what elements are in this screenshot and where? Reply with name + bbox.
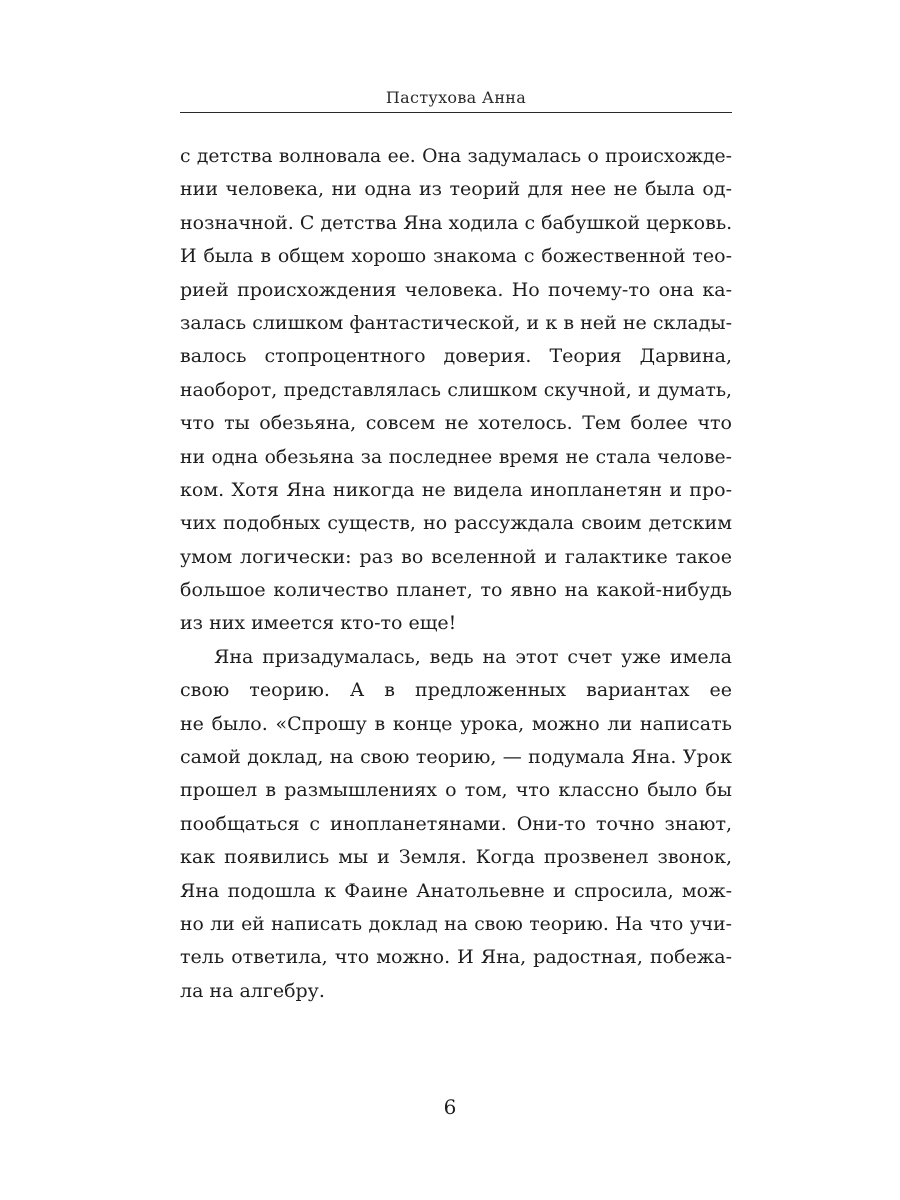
text-line: И была в общем хорошо знакома с божественной тео- <box>180 245 732 268</box>
text-line: наоборот, представлялась слишком скучной, и думать, <box>180 379 732 401</box>
text-line: умом логически: раз во вселенной и галактике такое <box>180 545 732 568</box>
text-line: тель ответила, что можно. И Яна, радостная, побежа- <box>180 946 732 969</box>
text-line: как появились мы и Земля. Когда прозвенел звонок, <box>180 846 732 869</box>
text-line: чих подобных существ, но рассуждала своим детским <box>180 512 732 535</box>
text-line: прошел в размышлениях о том, что классно было бы <box>180 779 732 802</box>
text-line: ком. Хотя Яна никогда не видела инопланетян и про- <box>180 478 732 501</box>
text-line: залась слишком фантастической, и к в ней не склады- <box>180 311 732 334</box>
running-header-author: Пастухова Анна <box>385 88 527 107</box>
body-text <box>180 140 732 1008</box>
paragraph-2 <box>180 641 732 1008</box>
text-line: нии человека, ни одна из теорий для нее не была од- <box>180 178 732 201</box>
text-line: ни одна обезьяна за последнее время не стала челове- <box>180 446 732 468</box>
text-line: рией происхождения человека. Но почему-то она ка- <box>180 278 732 301</box>
text-line: пообщаться с инопланетянами. Они-то точно знают, <box>180 812 732 835</box>
text-line: большое количество планет, то явно на какой-нибудь <box>180 579 732 602</box>
text-line: нозначной. С детства Яна ходила с бабушкой церковь. <box>180 211 733 234</box>
text-line: Яна подошла к Фаине Анатольевне и спросила, мож- <box>180 879 732 902</box>
text-line: самой доклад, на свою теорию, — подумала Яна. Урок <box>180 746 732 769</box>
page-number: 6 <box>443 1095 457 1119</box>
header-rule <box>180 112 732 113</box>
text-line: ла на алгебру. <box>180 979 325 1002</box>
paragraph-1 <box>180 140 732 641</box>
text-line: что ты обезьяна, совсем не хотелось. Тем более что <box>180 412 732 435</box>
text-line: свою теорию. А в предложенных вариантах ее <box>180 679 732 702</box>
text-line: с детства волновала ее. Она задумалась о происхожде- <box>180 146 732 167</box>
text-line: но ли ей написать доклад на свою теорию. На что учи- <box>180 913 732 935</box>
text-line: Яна призадумалась, ведь на этот счет уже имела <box>214 645 732 668</box>
text-line: валось стопроцентного доверия. Теория Дарвина, <box>180 345 732 368</box>
text-line: из них имеется кто-то еще! <box>180 612 457 635</box>
text-line: не было. «Спрошу в конце урока, можно ли написать <box>180 712 732 735</box>
